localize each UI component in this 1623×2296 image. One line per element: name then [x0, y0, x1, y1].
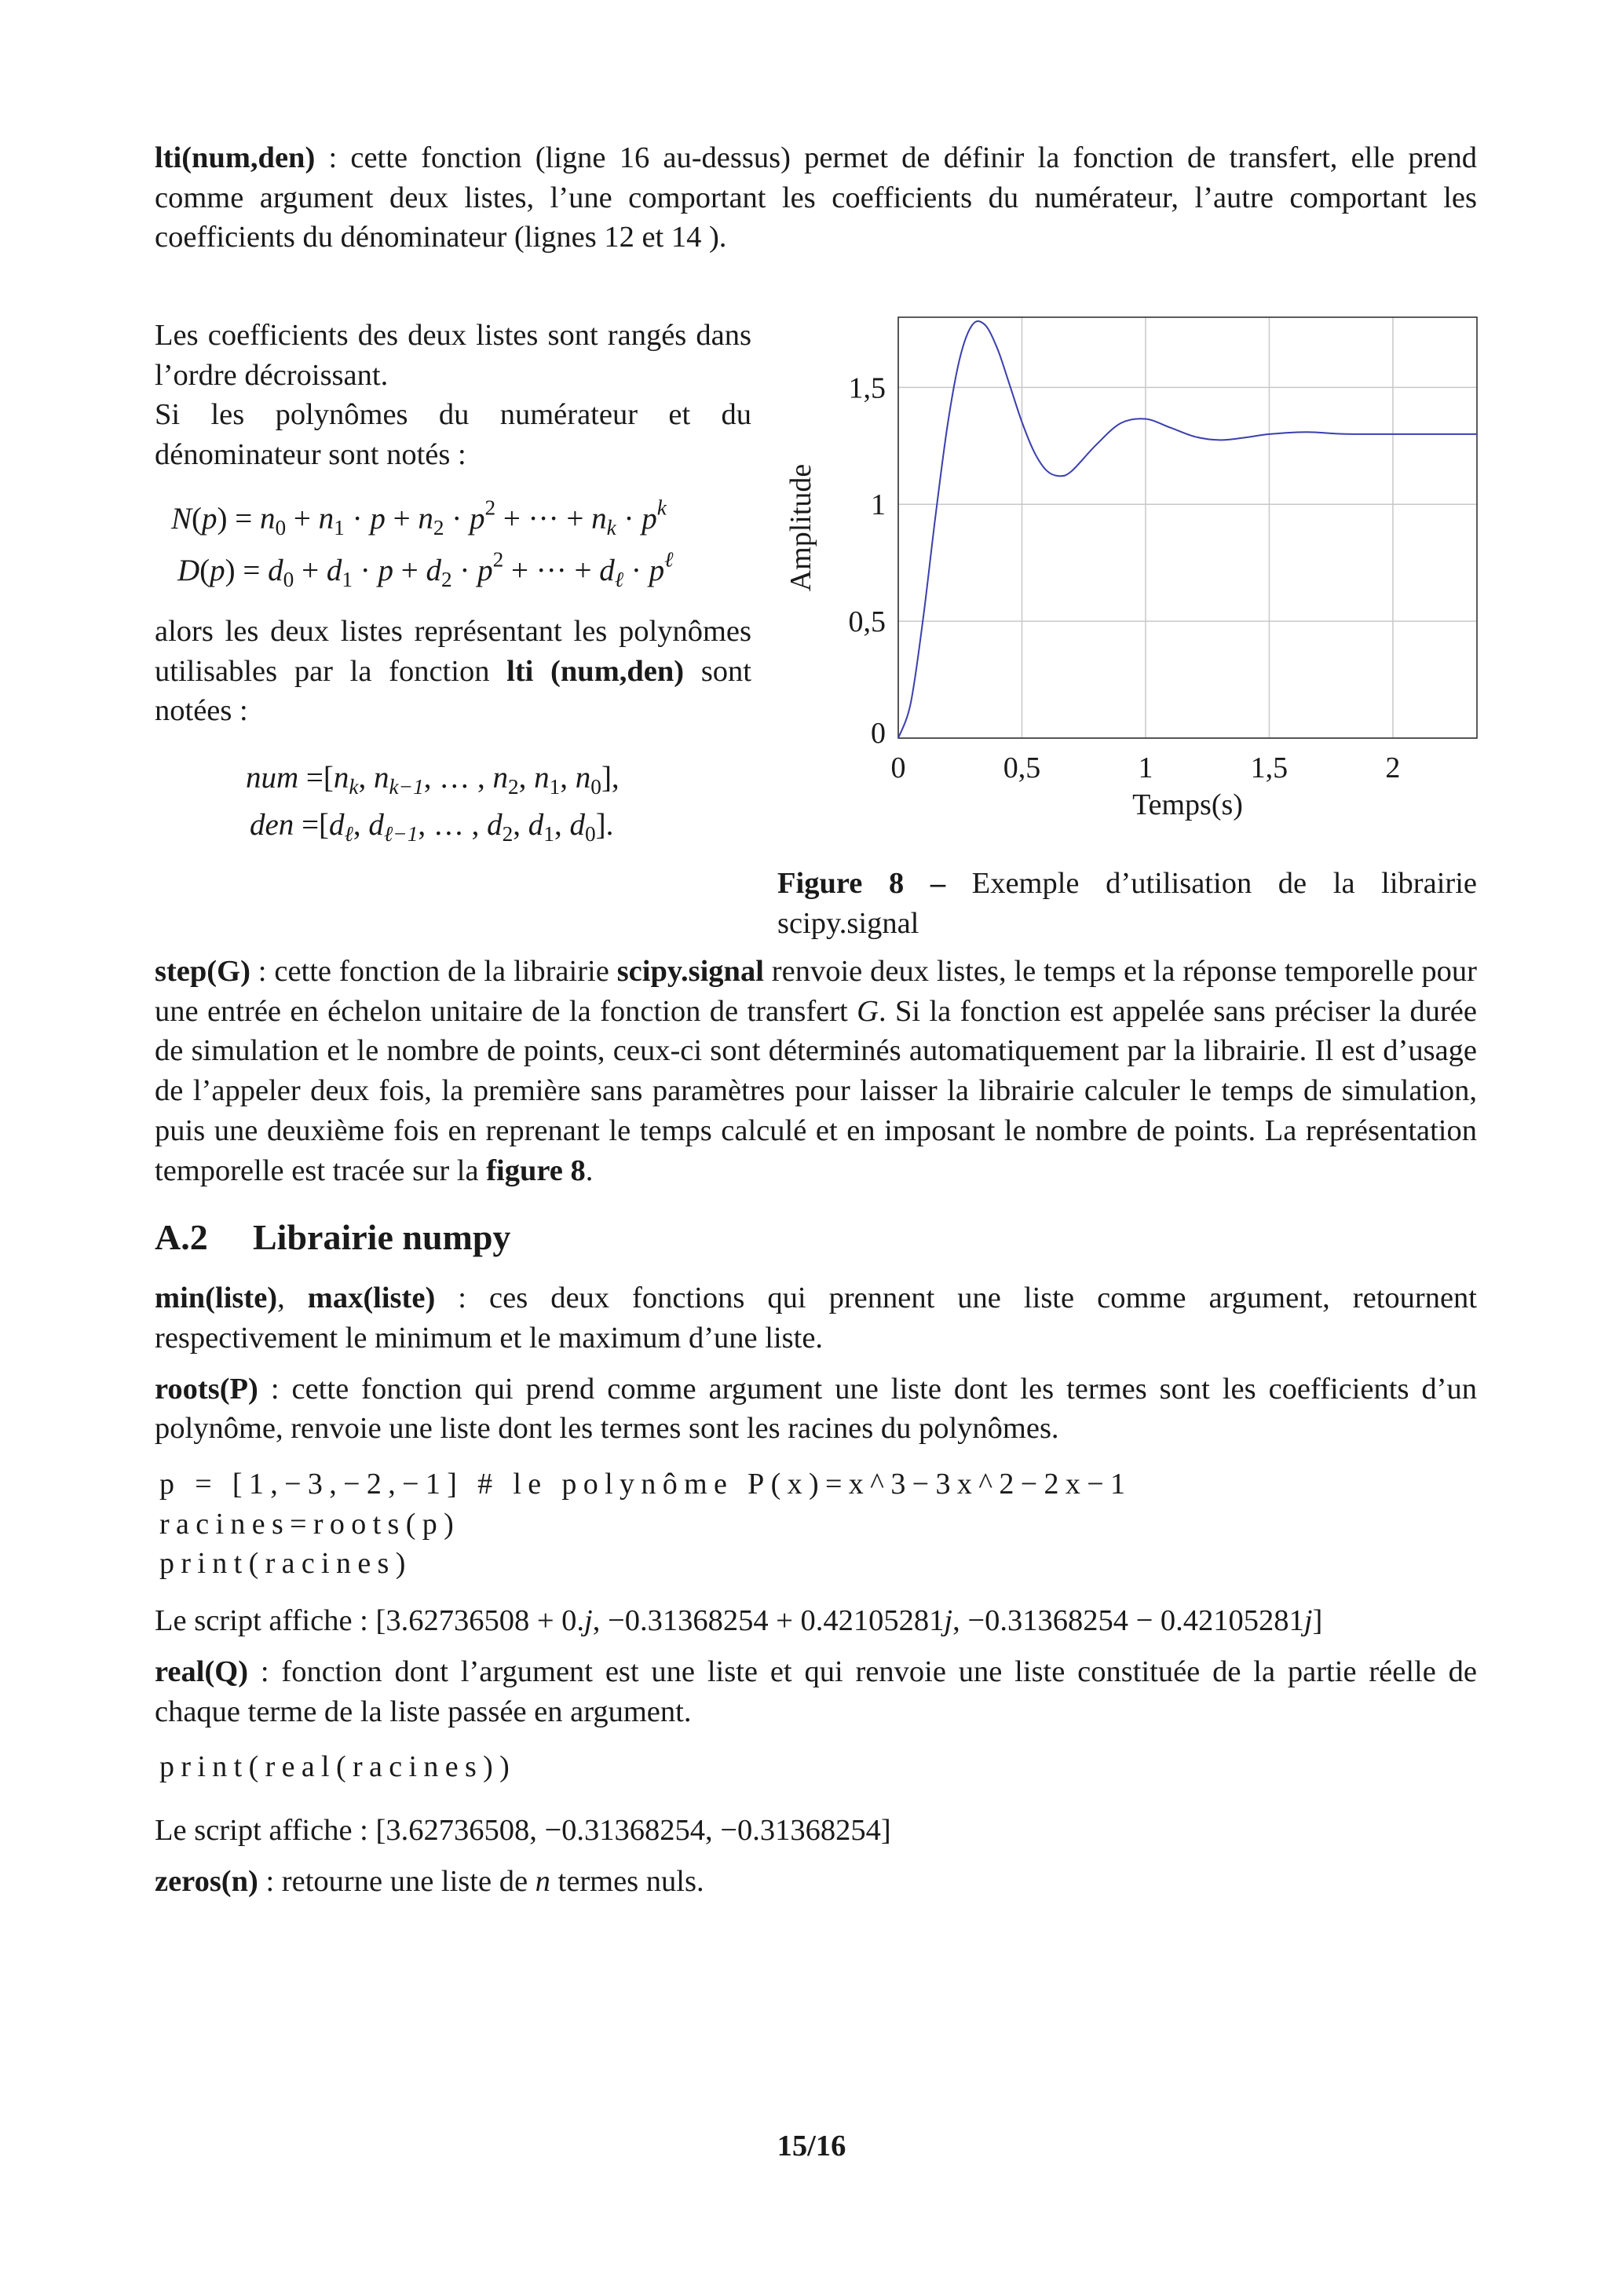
math-token: d: [426, 553, 441, 587]
math-token: 2: [507, 775, 519, 799]
code-block-roots: [159, 1464, 1477, 1584]
code-line: print(real(racines)): [159, 1750, 517, 1784]
math-token: ]: [1312, 1604, 1323, 1638]
math-token: ,: [518, 760, 535, 795]
math-token: n: [418, 501, 433, 536]
zeros-text-1: : retourne une liste de: [258, 1864, 536, 1898]
math-token: ℓ: [344, 822, 353, 846]
math-token: ·: [444, 501, 470, 536]
zeros-term: zeros(n): [155, 1864, 258, 1898]
math-token: (: [199, 553, 210, 587]
math-token: ℓ−1: [383, 822, 419, 846]
figure-caption: [777, 864, 1477, 943]
code-line: print(racines): [159, 1547, 412, 1581]
figure-text: Exemple d’utilisation de la librairie scipy.signal: [777, 867, 1477, 940]
math-token: d: [368, 807, 384, 842]
y-tick-label: 0,5: [848, 605, 886, 639]
math-token: ·: [352, 553, 378, 587]
step-text-3: . Si la fonction est appelée sans préciser la durée de simulation et le nombre de points, ceux-ci sont déterminés automatiquement par la librairie. Il est d’usage de l’appeler deux fois, la première sans paramètres pour laisser la librairie calculer le temps de simulation, puis une deuxième fois en reprenant le temps calculé et en imposant le nombre de points. La représentation temporelle est tracée sur la: [155, 994, 1477, 1187]
y-tick-label: 1,5: [848, 371, 886, 405]
math-token: ],: [601, 760, 620, 795]
section-heading: [155, 1214, 1477, 1261]
math-token: ,: [353, 807, 369, 842]
plot-frame: [898, 317, 1477, 738]
math-token: j: [584, 1604, 593, 1638]
math-token: +: [385, 501, 419, 536]
math-token: 1: [334, 516, 345, 539]
coeff-text: Les coefficients des deux listes sont rangés dans l’ordre décroissant.: [155, 319, 751, 392]
math-token: ·: [451, 553, 478, 587]
math-token: 2: [433, 516, 444, 539]
scipy-term: scipy.signal: [616, 955, 764, 988]
zeros-text-2: termes nuls.: [550, 1864, 704, 1898]
lists-text-b: sont notées :: [155, 654, 751, 728]
page-number: 15/16: [777, 2130, 846, 2163]
math-token: k: [656, 495, 667, 520]
math-token: ) =: [225, 553, 269, 587]
math-token: , … ,: [423, 760, 493, 795]
series-line: [898, 321, 1477, 738]
math-token: j: [944, 1604, 953, 1638]
math-token: ·: [344, 501, 371, 536]
G-var: G: [857, 994, 879, 1028]
code-line: racines=roots(p): [159, 1507, 461, 1541]
x-axis-label: Temps(s): [1132, 788, 1243, 821]
math-token: 2: [440, 568, 452, 591]
section-number: A.2: [155, 1217, 208, 1258]
n-var: n: [535, 1864, 550, 1898]
max-term: max(liste): [307, 1281, 436, 1315]
figure-label: Figure 8 –: [777, 867, 946, 900]
math-token: d: [268, 553, 283, 587]
math-token: (: [192, 501, 203, 536]
real-text: : fonction dont l’argument est une liste et qui renvoie une liste constituée de la partie réelle de chaque terme de la liste passée en argument.: [155, 1654, 1477, 1728]
real-term: real(Q): [155, 1654, 249, 1688]
math-token: p: [649, 553, 665, 587]
lists-text-a: alors les deux listes représentant les polynômes utilisables par la fonction: [155, 614, 751, 688]
math-token: 0: [590, 775, 601, 799]
math-token: den: [250, 807, 294, 842]
math-token: 2: [502, 822, 514, 846]
math-token: n: [575, 760, 591, 795]
math-token: d: [329, 807, 345, 842]
step-description: [155, 952, 1477, 1190]
math-token: n: [591, 501, 607, 536]
math-token: 1: [342, 568, 353, 591]
math-token: k: [606, 516, 616, 539]
math-token: n: [534, 760, 550, 795]
math-token: d: [487, 807, 503, 842]
minmax-text: : ces deux fonctions qui prennent une liste comme argument, retournent respectivement le minimum et le maximum d’une liste.: [155, 1281, 1478, 1355]
roots-output: [155, 1601, 1477, 1641]
roots-description: [155, 1369, 1477, 1449]
lti-term-2: lti (num,den): [506, 654, 685, 688]
math-token: ℓ: [664, 547, 674, 572]
math-token: k−1: [389, 775, 424, 799]
step-text-4: .: [585, 1153, 594, 1187]
x-tick-label: 1,5: [1250, 751, 1289, 784]
math-token: , −0.31368254 − 0.42105281: [952, 1604, 1304, 1638]
math-token: 0: [283, 568, 294, 591]
math-token: n: [492, 760, 508, 795]
math-token: ℓ: [614, 568, 624, 591]
main-flow: [155, 952, 1477, 1901]
poly-text: Si les polynômes du numérateur et du dénominateur sont notés :: [155, 398, 751, 472]
math-token: n: [374, 760, 389, 795]
code-line: p = [1,−3,−2,−1] # le polynôme P(x)=x^3−3x^2−2x−1: [159, 1468, 1132, 1501]
math-token: +: [294, 553, 327, 587]
math-token: , −0.31368254 + 0.42105281: [592, 1604, 945, 1638]
math-token: =[: [294, 807, 330, 842]
step-text-2: renvoie deux listes, le temps et la réponse temporelle pour une entrée en échelon unitaire de la fonction de transfert: [155, 955, 1477, 1028]
math-token: p: [477, 553, 493, 587]
real-output: Le script affiche : [3.62736508, −0.31368254, −0.31368254]: [155, 1813, 891, 1847]
math-token: + ··· +: [503, 553, 600, 587]
math-token: + ··· +: [495, 501, 592, 536]
math-token: d: [569, 807, 585, 842]
zeros-description: [155, 1862, 1477, 1902]
roots-text: : cette fonction qui prend comme argument une liste dont les termes sont les coefficients d’un polynôme, renvoie une liste dont les termes sont les racines du polynômes.: [155, 1372, 1477, 1446]
math-token: +: [286, 501, 319, 536]
y-tick-label: 1: [871, 488, 886, 522]
math-token: n: [260, 501, 276, 536]
code-block-real: [159, 1747, 1477, 1787]
y-axis-label: Amplitude: [784, 463, 817, 592]
math-token: 2: [492, 547, 504, 572]
min-term: min(liste): [155, 1281, 278, 1315]
lti-text: : cette fonction (ligne 16 au-dessus) permet de définir la fonction de transfert, elle prend comme argument deux listes, l’une comportant les coefficients du numérateur, l’autre comportant les coefficients du dénominateur (lignes 12 et 14 ).: [155, 141, 1477, 254]
minmax-description: [155, 1278, 1477, 1358]
math-token: n: [333, 760, 349, 795]
math-token: ·: [623, 553, 649, 587]
section-title: Librairie numpy: [253, 1217, 511, 1258]
math-token: ·: [616, 501, 642, 536]
math-token: ,: [513, 807, 528, 842]
math-token: k: [349, 775, 359, 799]
step-text-1: : cette fonction de la librairie: [250, 955, 617, 988]
math-token: d: [599, 553, 615, 587]
x-tick-label: 2: [1385, 751, 1401, 784]
math-token: Le script affiche : [3.62736508 + 0.: [155, 1604, 585, 1638]
minmax-sep: ,: [277, 1281, 308, 1315]
math-token: 2: [484, 495, 496, 520]
math-token: num: [246, 760, 299, 795]
step-term: step(G): [155, 955, 250, 988]
math-token: p: [642, 501, 657, 536]
real-description: [155, 1652, 1477, 1731]
math-token: , … ,: [418, 807, 488, 842]
y-tick-label: 0: [871, 717, 886, 750]
math-token: 1: [543, 822, 554, 846]
step-response-chart: [0, 0, 1623, 856]
math-token: p: [202, 501, 217, 536]
math-token: 0: [584, 822, 596, 846]
x-tick-label: 1: [1138, 751, 1153, 784]
math-token: p: [210, 553, 225, 587]
math-token: j: [1303, 1604, 1313, 1638]
math-token: n: [318, 501, 334, 536]
math-token: 1: [549, 775, 561, 799]
math-token: N: [171, 501, 192, 536]
x-tick-label: 0: [890, 751, 906, 784]
math-token: ,: [358, 760, 375, 795]
figure-ref: figure 8: [486, 1153, 586, 1187]
math-token: ].: [595, 807, 614, 842]
math-token: d: [528, 807, 544, 842]
math-token: p: [469, 501, 485, 536]
lti-term: lti(num,den): [155, 141, 316, 174]
math-token: =[: [298, 760, 334, 795]
math-token: D: [177, 553, 200, 587]
math-token: +: [393, 553, 426, 587]
math-token: p: [370, 501, 386, 536]
math-token: ) =: [217, 501, 260, 536]
roots-term: roots(P): [155, 1372, 258, 1406]
math-token: d: [326, 553, 342, 587]
x-tick-label: 0,5: [1003, 751, 1041, 784]
math-token: ,: [554, 807, 570, 842]
math-token: 0: [275, 516, 287, 539]
math-token: p: [378, 553, 393, 587]
math-token: ,: [560, 760, 576, 795]
